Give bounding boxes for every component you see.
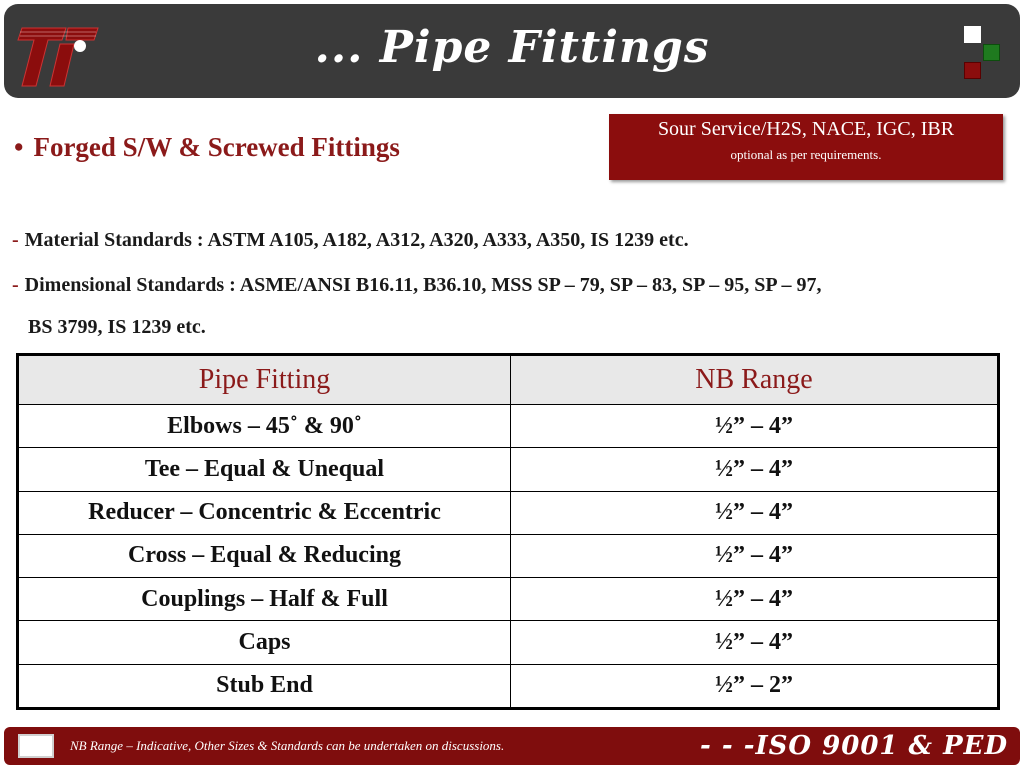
dash-icon: - (12, 229, 19, 251)
green-square-icon (983, 44, 1000, 61)
range-cell: ½” – 4” (511, 578, 998, 621)
dash-icon: - (12, 274, 19, 296)
sour-service-sub: optional as per requirements. (730, 147, 882, 162)
fitting-cell: Cross – Equal & Reducing (19, 534, 511, 577)
bullet-icon: • (14, 132, 24, 162)
table-row (19, 664, 998, 707)
range-cell: ½” – 4” (511, 405, 998, 448)
sour-service-main: Sour Service/H2S, NACE, IGC, IBR (657, 118, 955, 140)
footer-bar (4, 727, 1020, 765)
range-cell: ½” – 2” (511, 664, 998, 707)
fitting-cell: Stub End (19, 664, 511, 707)
decorative-squares (962, 24, 1006, 82)
fitting-cell: Reducer – Concentric & Eccentric (19, 491, 511, 534)
white-square-icon (964, 26, 981, 43)
table-header-row (19, 356, 998, 405)
table-row (19, 578, 998, 621)
page-title: ... Pipe Fittings (314, 22, 710, 73)
material-standards (12, 229, 689, 252)
table-row (19, 621, 998, 664)
range-cell: ½” – 4” (511, 621, 998, 664)
sour-service-box (609, 114, 1003, 180)
header-nb-range: NB Range (511, 356, 998, 405)
fitting-cell: Elbows – 45˚ & 90˚ (19, 405, 511, 448)
range-cell: ½” – 4” (511, 448, 998, 491)
dimensional-standards-text: Dimensional Standards : ASME/ANSI B16.11, B36.10, MSS SP – 79, SP – 83, SP – 95, SP – 97, (24, 274, 822, 296)
range-cell: ½” – 4” (511, 491, 998, 534)
table-row (19, 405, 998, 448)
footer-iso: - - -ISO 9001 & PED (700, 731, 1008, 761)
footer-note: NB Range – Indicative, Other Sizes & Standards can be undertaken on discussions. (70, 738, 505, 753)
fitting-cell: Couplings – Half & Full (19, 578, 511, 621)
header-pipe-fitting: Pipe Fitting (19, 356, 511, 405)
dimensional-standards (12, 274, 822, 297)
fittings-table (16, 353, 1000, 710)
footer-box-icon (18, 734, 54, 758)
fitting-cell: Tee – Equal & Unequal (19, 448, 511, 491)
header-bar (4, 4, 1020, 98)
section-heading (14, 132, 400, 163)
table-row (19, 534, 998, 577)
fitting-cell: Caps (19, 621, 511, 664)
dimensional-standards-continued: BS 3799, IS 1239 etc. (28, 316, 206, 338)
range-cell: ½” – 4” (511, 534, 998, 577)
section-heading-text: Forged S/W & Screwed Fittings (33, 132, 400, 162)
table-row (19, 491, 998, 534)
red-square-icon (964, 62, 981, 79)
material-standards-text: Material Standards : ASTM A105, A182, A312, A320, A333, A350, IS 1239 etc. (24, 229, 689, 251)
table-row (19, 448, 998, 491)
